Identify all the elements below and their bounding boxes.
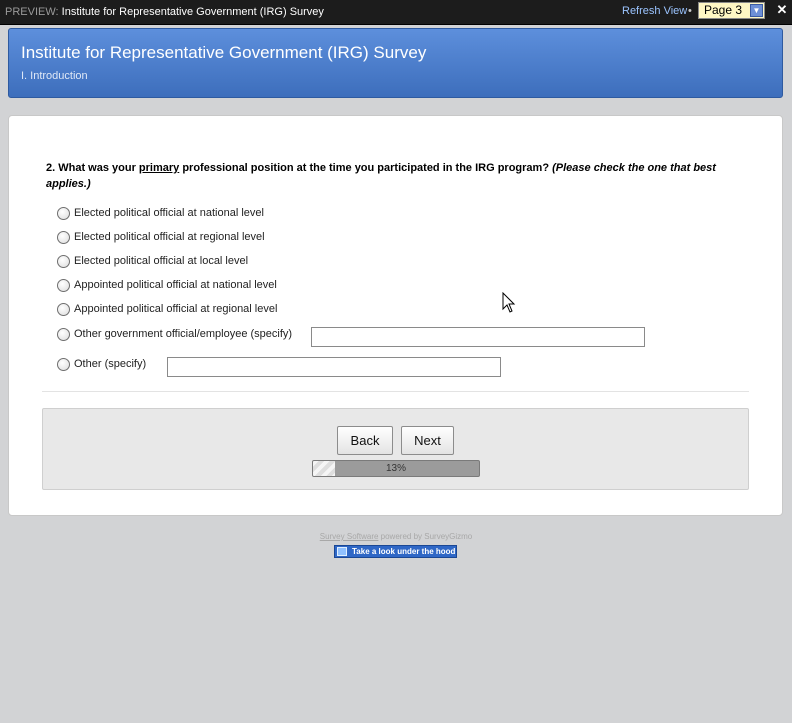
next-button[interactable]: Next xyxy=(401,426,454,455)
under-the-hood-button[interactable] xyxy=(334,545,457,558)
radio-button[interactable] xyxy=(57,328,70,341)
footer-credit xyxy=(0,532,792,541)
chevron-down-icon[interactable]: ▼ xyxy=(750,4,763,17)
hood-button-label: Take a look under the hood xyxy=(352,547,456,556)
powered-by-text: powered by SurveyGizmo xyxy=(378,532,473,541)
close-icon[interactable]: ✕ xyxy=(776,2,788,17)
option-label[interactable]: Appointed political official at regional level xyxy=(74,303,278,315)
navigation-panel xyxy=(42,408,749,490)
radio-button[interactable] xyxy=(57,279,70,292)
question-instruction: (Please check the one that best applies.) xyxy=(46,162,716,190)
preview-bar xyxy=(0,0,792,25)
other-specify-input[interactable] xyxy=(167,357,501,377)
radio-button[interactable] xyxy=(57,255,70,268)
option-label[interactable]: Elected political official at regional level xyxy=(74,231,265,243)
question-text xyxy=(46,160,751,192)
hood-icon xyxy=(337,547,347,556)
survey-header xyxy=(8,28,783,98)
separator-dot: • xyxy=(688,5,692,17)
refresh-view-link[interactable]: Refresh View xyxy=(622,5,688,17)
preview-survey-title: Institute for Representative Government (IRG) Survey xyxy=(61,6,324,18)
question-prefix: 2. What was your xyxy=(46,162,139,174)
option-label[interactable]: Other government official/employee (specify) xyxy=(74,328,293,340)
question-card xyxy=(8,115,783,516)
option-label[interactable]: Other (specify) xyxy=(74,358,147,370)
survey-software-link[interactable]: Survey Software xyxy=(319,532,379,541)
option-label[interactable]: Appointed political official at national level xyxy=(74,279,277,291)
preview-label: PREVIEW: xyxy=(5,6,59,18)
radio-button[interactable] xyxy=(57,231,70,244)
divider xyxy=(42,391,749,392)
preview-title xyxy=(5,6,324,18)
progress-text: 13% xyxy=(385,463,406,474)
radio-button[interactable] xyxy=(57,358,70,371)
back-button[interactable]: Back xyxy=(337,426,393,455)
option-label[interactable]: Elected political official at local level xyxy=(74,255,249,267)
progress-bar xyxy=(312,460,480,477)
section-title: I. Introduction xyxy=(21,70,88,82)
page-select-value: Page 3 xyxy=(704,3,743,17)
survey-title: Institute for Representative Government (IRG) Survey xyxy=(21,43,427,62)
question-emphasis: primary xyxy=(138,162,180,174)
question-middle: professional position at the time you participated in the IRG program? xyxy=(179,162,553,174)
page-select[interactable] xyxy=(698,2,765,19)
option-label[interactable]: Elected political official at national level xyxy=(74,207,264,219)
radio-button[interactable] xyxy=(57,207,70,220)
mouse-pointer-icon xyxy=(502,292,516,314)
other-government-specify-input[interactable] xyxy=(311,327,645,347)
radio-button[interactable] xyxy=(57,303,70,316)
